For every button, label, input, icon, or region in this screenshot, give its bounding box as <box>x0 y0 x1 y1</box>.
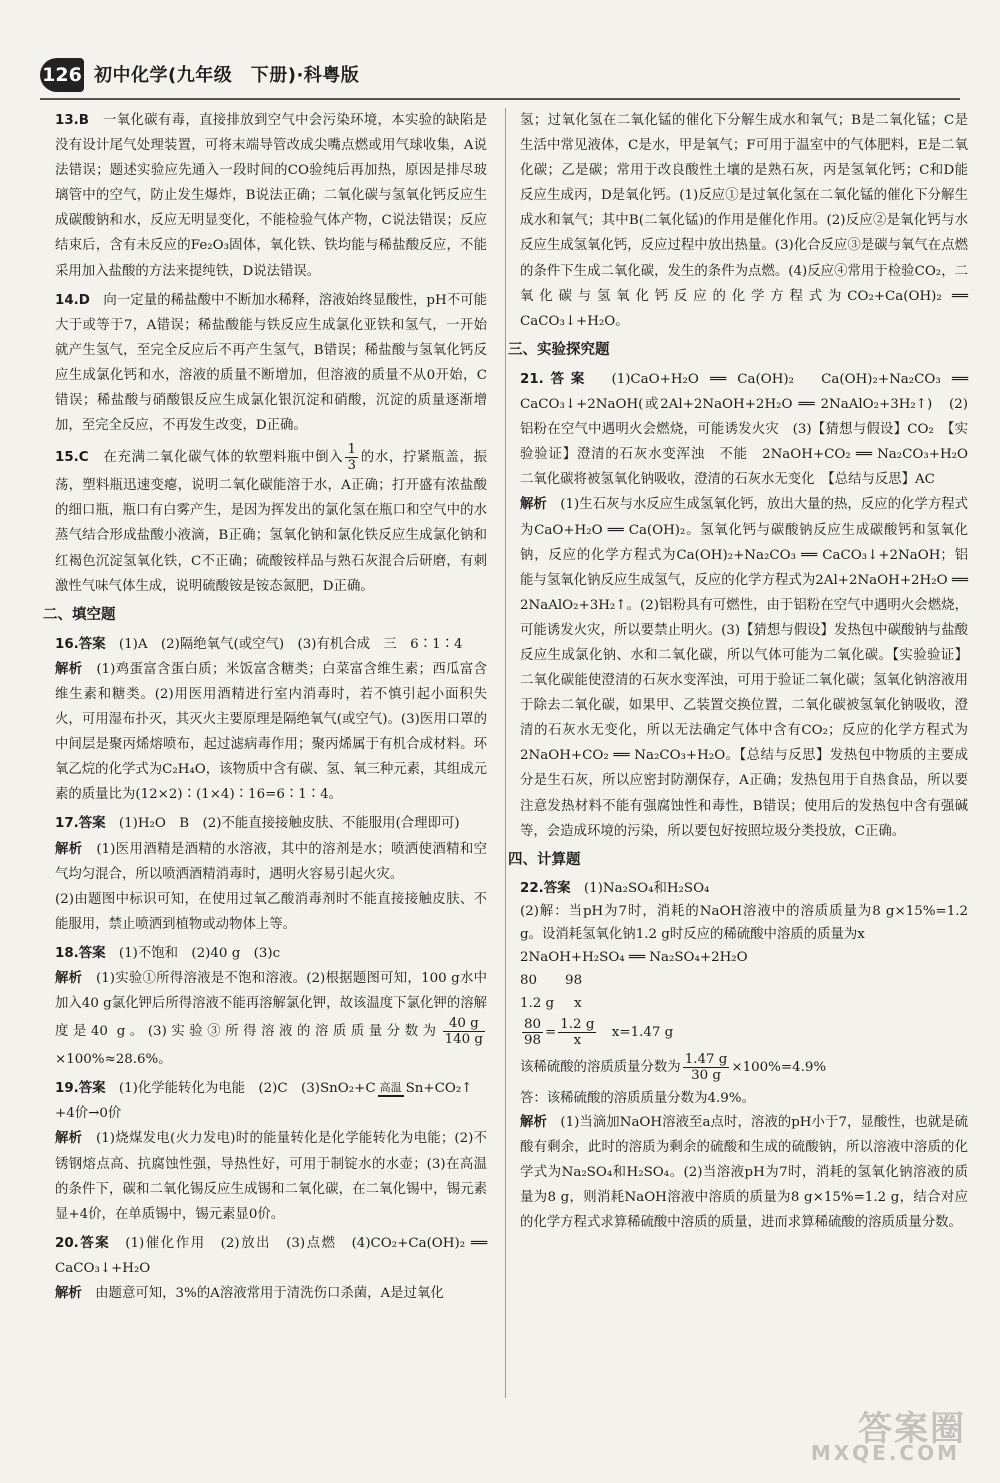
page-number: 126 <box>40 58 84 92</box>
answer-22: 22.答案 (1)Na₂SO₄和H₂SO₄ (2)解：当pH为7时，消耗的NaOH溶液中的溶质质量为8 g×15%=1.2 g。设消耗氢氧化钠1.2 g时反应的稀硫酸中溶质的质量为x 2NaOH+H₂SO₄ ══ Na₂SO₄+2H₂O 80 98 1.2 g x $\frac{80}{98}$ = $\frac{1.2 g}{x}$ x=1.47 g 该稀硫酸的溶质质量分数为 $\frac{1.47 g}{30 g}$ ×100%=4.9% 答：该稀硫酸的溶质质量分数为4.9%。 解析 (1)当滴加NaOH溶液至a点时，溶液的pH小于7，显酸性，也就是硫酸有剩余，此时的溶质为剩余的硫酸和生成的硫酸钠，所以溶液中溶质的化学式为Na₂SO₄和H₂SO₄。(2)当溶液pH为7时，消耗的氢氧化钠溶液的质量为8 g，则消耗NaOH溶液中溶质的质量为8 g×15%=1.2 g，结合对应的化学方程式求算稀硫酸中溶质的质量，进而求算稀硫酸的溶质质量分数。 <box>520 880 969 1231</box>
answer-20: 20.答案 (1)催化作用 (2)放出 (3)点燃 (4)CO₂+Ca(OH)₂ ══ CaCO₃↓+H₂O 解析 由题意可知，3%的A溶液常用于清洗伤口杀菌，A是过氧化 <box>55 1235 488 1302</box>
answer-18: 18.答案 (1)不饱和 (2)40 g (3)c 解析 (1)实验①所得溶液是不饱和溶液。(2)根据题图可知，100 g水中加入40 g氯化钾后所得溶液不能再溶解氯化钾，故该温度下氯化钾的溶解度是40 g。(3)实验③所得溶液的溶质质量分数为 $\frac{40 g}{140 g}$ ×100%≈28.6%。 <box>55 945 488 1068</box>
answer-16: 16.答案 (1)A (2)隔绝氧气(或空气) (3)有机合成 三 6∶1∶4 解析 (1)鸡蛋富含蛋白质；米饭富含糖类；白菜富含维生素；西瓜富含维生素和糖类。(2)用医用酒精进行室内消毒时，若不慎引起小面积失火，可用湿布扑灭，其灭火主要原理是隔绝氧气(或空气)。(3)医用口罩的中间层是聚丙烯熔喷布，起过滤病毒作用；聚丙烯属于有机合成材料。环氧乙烷的化学式为C₂H₄O，该物质中含有碳、氢、氧三种元素，其组成元素的质量比为(12×2)∶(1×4)∶16=6∶1∶4。 <box>55 636 488 803</box>
solution-text: (2)解：当pH为7时，消耗的NaOH溶液中的溶质质量为8 g×15%=1.2 g。设消耗氢氧化钠1.2 g时反应的稀硫酸中溶质的质量为x <box>520 903 968 942</box>
answer-15: 15.C 在充满二氧化碳气体的软塑料瓶中倒入 $\frac{1}{3}$ 的水，拧紧瓶盖，振荡，塑料瓶迅速变瘪，说明二氧化碳能溶于水，A正确；打开盛有浓盐酸的细口瓶，瓶口有白雾产生，是因为挥发出的氯化氢在瓶口和空气中的水蒸气结合形成盐酸小液滴，B正确；氢氧化钠和氯化铁反应生成氯化钠和红褐色沉淀氢氧化铁，C不正确；硫酸铵样品与熟石灰混合后研磨，有刺激性气味气体生成，说明硫酸铵是铵态氮肥，D正确。 <box>55 442 488 594</box>
fraction: $\frac{1}{3}$ <box>347 442 356 474</box>
section-heading-experiment: 三、实验探究题 <box>508 341 610 358</box>
answer-13: 13.B 一氧化碳有毒，直接排放到空气中会污染环境，本实验的缺陷是没有设计尾气处理装置，可将末端导管改成尖嘴点燃或用气球收集，A说法错误；题述实验应先通入一段时间的CO验纯后再加热，原因是排尽玻璃管中的空气，防止发生爆炸，B说法正确；二氧化碳与氢氧化钙反应生成碳酸钠和水，反应无明显变化，不能检验气体产物，C说法错误；反应结束后，含有未反应的Fe₂O₃固体，氧化铁、铁均能与稀盐酸反应，不能采用加入盐酸的方法来提纯铁，D说法错误。 <box>55 113 487 279</box>
answer-14: 14.D 向一定量的稀盐酸中不断加水稀释，溶液始终显酸性，pH不可能大于或等于7，A错误；稀盐酸能与铁反应生成氯化亚铁和氢气，一开始就产生氢气，至完全反应后不再产生氢气，B错误；稀盐酸与氢氧化钙反应生成氯化钙和水，溶液的质量不断增加，但溶液的质量不从0开始，C错误；稀盐酸与硝酸银反应生成氯化银沉淀和硝酸，沉淀的质量逐渐增加，至完全反应，不再发生改变，D正确。 <box>55 292 488 434</box>
header-rule <box>40 98 960 100</box>
known-values: 1.2 g x <box>520 995 582 1011</box>
answer-20-continued: 氢；过氧化氢在二氧化锰的催化下分解生成水和氧气；B是二氧化锰；C是生活中常见液体，C是水，甲是氧气；F可用于温室中的气体肥料，E是二氧化碳；乙是碳；常用于改良酸性土壤的是熟石灰，丙是氢氧化钙；C和D能反应生成丙，D是氧化钙。(1)反应①是过氧化氢在二氧化锰的催化下分解生成水和氧气；其中B(二氧化锰)的作用是催化作用。(2)反应②是氧化钙与水反应生成氢氧化钙，反应过程中放出热量。(3)化合反应③是碳与氧气在点燃的条件下生成二氧化碳，发生的条件为点燃。(4)反应④常用于检验CO₂，二氧化碳与氢氧化钙反应的化学方程式为CO₂+Ca(OH)₂ ══ CaCO₃↓+H₂O。 <box>520 113 968 329</box>
column-divider <box>505 108 506 1398</box>
right-column <box>508 108 982 1239</box>
fraction: $\frac{40 g}{140 g}$ <box>444 1016 483 1048</box>
final-answer: 答：该稀硫酸的溶质质量分数为4.9%。 <box>520 1090 755 1106</box>
section-heading-fill-blank: 二、填空题 <box>43 606 116 623</box>
mass-fraction: 该稀硫酸的溶质质量分数为 $\frac{1.47 g}{30 g}$ ×100%=4.9% <box>520 1051 827 1083</box>
watermark-logo: 答案圈 MXQE.COM <box>810 1409 966 1465</box>
reaction-condition: 高温 <box>378 1080 404 1097</box>
answer-19: 19.答案 (1)化学能转化为电能 (2)C (3)SnO₂+C 高温 Sn+CO₂↑ +4价→0价 解析 (1)烧煤发电(火力发电)时的能量转化是化学能转化为电能；(2)不锈钢熔点高、抗腐蚀性强，导热性好，可用于制锭水的水壶；(3)在高温的条件下，碳和二氧化锡反应生成锡和二氧化碳，在二氧化锡中，锡元素显+4价，在单质锡中，锡元素显0价。 <box>55 1081 487 1222</box>
chemical-equation: 2NaOH+H₂SO₄ ══ Na₂SO₄+2H₂O <box>520 949 748 965</box>
left-column <box>43 108 488 1310</box>
answer-21: 21.答案 (1)CaO+H₂O ══ Ca(OH)₂ Ca(OH)₂+Na₂CO₃ ══ CaCO₃↓+2NaOH(或2Al+2NaOH+2H₂O ══ 2NaAlO₂+3H₂↑) (2)铝粉在空气中遇明火会燃烧，可能诱发火灾 (3)【猜想与假设】CO₂ 【实验验证】澄清的石灰水变浑浊 不能 2NaOH+CO₂ ══ Na₂CO₃+H₂O 二氧化碳将被氢氧化钠吸收，澄清的石灰水无变化 【总结与反思】AC 解析 (1)生石灰与水反应生成氢氧化钙，放出大量的热，反应的化学方程式为CaO+H₂O ══ Ca(OH)₂。氢氧化钙与碳酸钠反应生成碳酸钙和氢氧化钠，反应的化学方程式为Ca(OH)₂+Na₂CO₃ ══ CaCO₃↓+2NaOH；铝能与氢氧化钠反应生成氢气，反应的化学方程式为2Al+2NaOH+2H₂O ══ 2NaAlO₂+3H₂↑。(2)铝粉具有可燃性，由于铝粉在空气中遇明火会燃烧，可能诱发火灾，所以要禁止明火。(3)【猜想与假设】发热包中碳酸钠与盐酸反应生成氯化钠、水和二氧化碳，所以气体可能为二氧化碳。【实验验证】二氧化碳能使澄清的石灰水变浑浊，可用于验证二氧化碳；氢氧化钠溶液用于除去二氧化碳，如果甲、乙装置交换位置，二氧化碳被氢氧化钠吸收，澄清的石灰水无变化，所以无法确定气体中含有CO₂；反应的化学方程式为2NaOH+CO₂ ══ Na₂CO₃+H₂O。【总结与反思】发热包中物质的主要成分是生石灰，所以应密封防潮保存，A正确；发热包用于自热食品，所以要注意发热材料不能有强腐蚀性和毒性，B错误；使用后的发热包中含有强碱等，会造成环境的污染，所以要包好按照垃圾分类投放，C正确。 <box>520 371 982 839</box>
molar-masses: 80 98 <box>520 972 583 988</box>
section-heading-calculation: 四、计算题 <box>508 851 581 868</box>
proportion: $\frac{80}{98}$ = $\frac{1.2 g}{x}$ x=1.47 g <box>524 1016 674 1048</box>
page-header <box>40 58 960 98</box>
book-title: 初中化学(九年级 下册)·科粤版 <box>94 65 360 86</box>
answer-17: 17.答案 (1)H₂O B (2)不能直接接触皮肤、不能服用(合理即可) 解析 (1)医用酒精是酒精的水溶液，其中的溶剂是水；喷洒使酒精和空气均匀混合，所以喷洒酒精消毒时，遇明火容易引起火灾。 (2)由题图中标识可知，在使用过氧乙酸消毒剂时不能直接接触皮肤、不能服用，禁止喷洒到植物或动物体上等。 <box>55 816 488 932</box>
